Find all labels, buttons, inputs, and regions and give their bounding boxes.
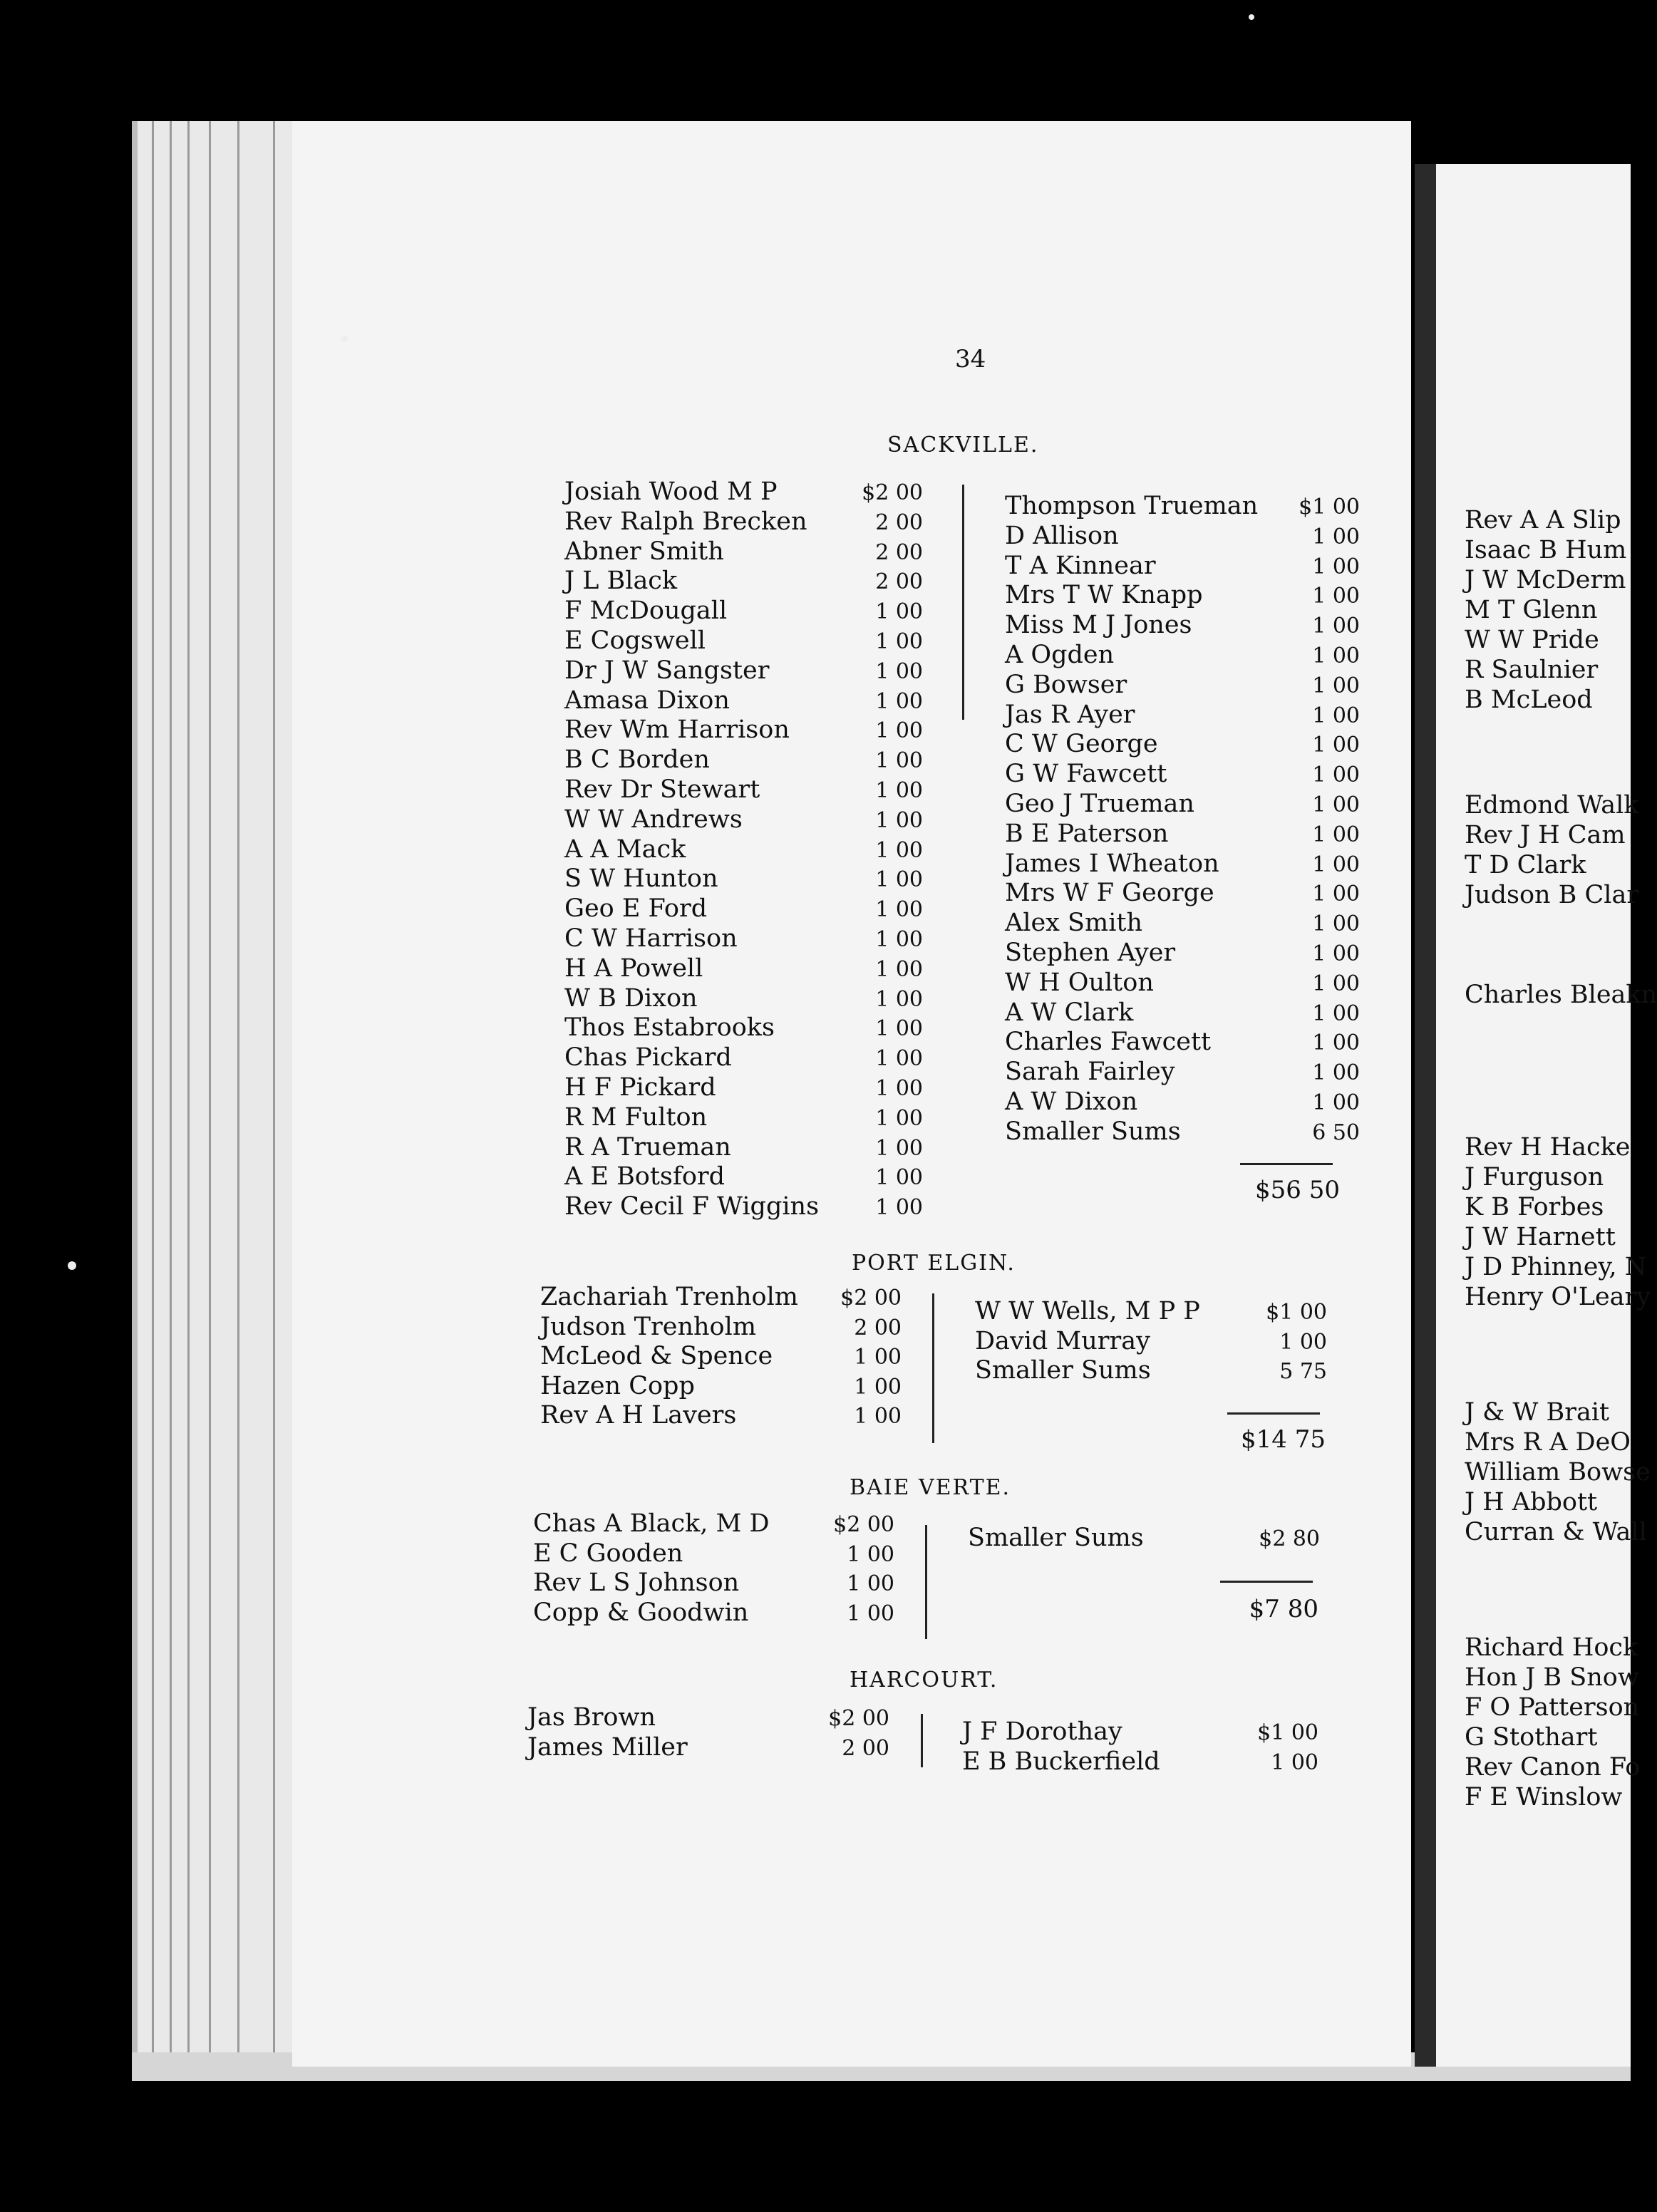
donor-name: W W Wells, M P P [975, 1297, 1200, 1325]
facing-page-donor: J & W Brait [1465, 1398, 1610, 1427]
donation-amount: 2 00 [875, 510, 923, 535]
donor-name: Copp & Goodwin [533, 1598, 749, 1627]
donation-amount: 1 00 [1312, 1060, 1360, 1086]
donation-amount: 1 00 [1271, 1750, 1318, 1775]
donor-name: E C Gooden [533, 1539, 683, 1568]
donor-name: David Murray [975, 1326, 1150, 1355]
donation-amount: 1 00 [1312, 792, 1360, 817]
donor-name: Thos Estabrooks [564, 1013, 775, 1043]
column-divider [921, 1714, 923, 1767]
donation-amount: 1 00 [1312, 971, 1360, 996]
donation-amount: 1 00 [875, 658, 923, 684]
facing-page-donor: Rev A A Slip [1465, 506, 1621, 534]
donation-amount: 1 00 [1312, 703, 1360, 728]
donation-amount: 1 00 [875, 956, 923, 982]
donor-name: A W Dixon [1005, 1087, 1138, 1116]
donation-amount: 1 00 [875, 629, 923, 654]
page-stack-edge [132, 121, 309, 2059]
donor-name: Abner Smith [564, 537, 724, 566]
donation-amount: 1 00 [875, 807, 923, 833]
facing-page-donor: F O Patterson [1465, 1693, 1640, 1722]
donor-name: Geo J Trueman [1005, 790, 1194, 818]
donation-amount: 1 00 [1312, 614, 1360, 639]
donor-name: Stephen Ayer [1005, 939, 1176, 967]
donation-amount: $2 00 [833, 1512, 894, 1537]
section-total: $56 50 [1255, 1176, 1340, 1204]
dust-speck [68, 1261, 76, 1270]
section-heading: HARCOURT. [850, 1668, 998, 1692]
facing-page [1436, 164, 1657, 2067]
donation-amount: 1 00 [854, 1374, 902, 1400]
donation-amount: 1 00 [875, 897, 923, 923]
donation-amount: 1 00 [1312, 1001, 1360, 1026]
donation-amount: 1 00 [875, 1195, 923, 1221]
donation-amount: 1 00 [1312, 882, 1360, 907]
donation-amount: 1 00 [1312, 733, 1360, 758]
donor-name: R M Fulton [564, 1102, 708, 1132]
donation-amount: 2 00 [875, 569, 923, 595]
donor-name: Zachariah Trenholm [540, 1283, 798, 1311]
facing-page-donor: Hon J B Snow [1465, 1663, 1639, 1692]
facing-page-donor: J H Abbott [1465, 1488, 1598, 1516]
donation-amount: 1 00 [875, 927, 923, 952]
donation-amount: $2 80 [1259, 1526, 1320, 1551]
donation-amount: 1 00 [854, 1404, 902, 1429]
section-heading: SACKVILLE. [887, 433, 1039, 458]
facing-page-donor: T D Clark [1465, 851, 1586, 879]
donation-amount: 1 00 [875, 599, 923, 625]
donation-amount: $2 00 [840, 1286, 902, 1311]
donation-amount: 2 00 [854, 1315, 902, 1340]
donation-amount: 1 00 [1312, 1090, 1360, 1115]
dust-speck [1249, 14, 1254, 20]
donation-amount: 1 00 [875, 837, 923, 863]
donor-name: Jas Brown [527, 1703, 656, 1732]
donation-amount: 1 00 [875, 1046, 923, 1072]
donation-amount: 6 50 [1312, 1120, 1360, 1145]
donation-amount: 1 00 [875, 867, 923, 893]
donor-name: Judson Trenholm [540, 1312, 757, 1341]
donation-amount: 1 00 [875, 778, 923, 803]
donation-amount: 1 00 [847, 1541, 894, 1567]
donor-name: W B Dixon [564, 983, 698, 1013]
donation-amount: 1 00 [847, 1601, 894, 1626]
total-rule [1227, 1412, 1320, 1415]
donor-name: Mrs W F George [1005, 879, 1214, 908]
section-total: $7 80 [1249, 1595, 1318, 1623]
donor-name: Jas R Ayer [1005, 700, 1135, 729]
donor-name: E B Buckerfield [962, 1747, 1160, 1776]
donation-amount: 1 00 [875, 1076, 923, 1101]
donation-amount: 1 00 [875, 688, 923, 714]
column-divider [925, 1525, 927, 1639]
donation-amount: $1 00 [1299, 495, 1360, 520]
donor-name: Charles Fawcett [1005, 1028, 1212, 1057]
facing-page-donor: Isaac B Hum [1465, 536, 1627, 564]
donor-name: Chas A Black, M D [533, 1509, 770, 1538]
donor-name: R A Trueman [564, 1132, 731, 1162]
donor-name: E Cogswell [564, 626, 706, 655]
facing-page-donor: G Stothart [1465, 1723, 1598, 1752]
donation-amount: 1 00 [1312, 584, 1360, 609]
facing-page-donor: B McLeod [1465, 686, 1593, 714]
facing-page-donor: Charles Bleakn [1465, 981, 1657, 1009]
section-heading: BAIE VERTE. [850, 1475, 1011, 1500]
donor-name: McLeod & Spence [540, 1342, 773, 1370]
donation-amount: 5 75 [1279, 1359, 1327, 1384]
donor-name: G Bowser [1005, 670, 1127, 699]
donor-name: Alex Smith [1005, 909, 1143, 938]
donor-name: Amasa Dixon [564, 686, 730, 715]
donation-amount: $1 00 [1266, 1300, 1327, 1325]
book-gutter [1415, 164, 1436, 2067]
facing-page-donor: Curran & Wall [1465, 1518, 1647, 1546]
donor-name: Rev Cecil F Wiggins [564, 1192, 820, 1221]
donor-name: T A Kinnear [1005, 551, 1156, 580]
facing-page-donor: F E Winslow [1465, 1783, 1623, 1812]
donation-amount: 1 00 [875, 986, 923, 1012]
donor-name: A Ogden [1005, 641, 1115, 669]
total-rule [1220, 1581, 1313, 1583]
donation-amount: 2 00 [842, 1736, 889, 1761]
donation-amount: 1 00 [1312, 554, 1360, 579]
donation-amount: 1 00 [854, 1345, 902, 1370]
donation-amount: 1 00 [1312, 1030, 1360, 1056]
facing-page-donor: Rev H Hacke [1465, 1133, 1631, 1162]
donor-name: Rev Ralph Brecken [564, 507, 807, 536]
donation-amount: $2 00 [828, 1706, 889, 1731]
donor-name: James Miller [527, 1733, 688, 1762]
facing-page-donor: R Saulnier [1465, 656, 1599, 684]
donation-amount: 2 00 [875, 539, 923, 565]
donation-amount: 1 00 [1312, 673, 1360, 698]
donation-amount: 1 00 [1312, 911, 1360, 937]
facing-page-donor: J Furguson [1465, 1163, 1604, 1192]
column-divider [932, 1293, 934, 1443]
column-divider [962, 485, 964, 720]
donor-name: C W George [1005, 730, 1158, 759]
facing-page-donor: Mrs R A DeO [1465, 1428, 1631, 1457]
donation-amount: $1 00 [1257, 1720, 1318, 1745]
donation-amount: 1 00 [1312, 524, 1360, 549]
donation-amount: $2 00 [862, 480, 923, 505]
donor-name: H F Pickard [564, 1073, 716, 1102]
facing-page-donor: Rev J H Cam [1465, 821, 1626, 849]
donor-name: Rev A H Lavers [540, 1401, 737, 1430]
donation-amount: 1 00 [1312, 644, 1360, 668]
donor-name: Chas Pickard [564, 1043, 732, 1073]
donor-name: A W Clark [1005, 998, 1134, 1027]
facing-page-donor: William Bowse [1465, 1458, 1651, 1487]
donor-name: H A Powell [564, 953, 703, 983]
donor-name: Rev Wm Harrison [564, 715, 790, 745]
donor-name: A E Botsford [564, 1162, 726, 1192]
donation-amount: 1 00 [1279, 1329, 1327, 1355]
page-number: 34 [955, 345, 986, 373]
donor-name: C W Harrison [564, 924, 738, 953]
donor-name: Mrs T W Knapp [1005, 581, 1203, 610]
donation-amount: 1 00 [875, 1016, 923, 1042]
donor-name: Rev L S Johnson [533, 1568, 740, 1597]
facing-page-donor: M T Glenn [1465, 596, 1598, 624]
donation-amount: 1 00 [875, 1135, 923, 1161]
donor-name: Hazen Copp [540, 1371, 695, 1400]
donor-name: Josiah Wood M P [564, 477, 778, 506]
donation-amount: 1 00 [875, 1165, 923, 1191]
dust-speck [341, 335, 348, 342]
facing-page-donor: J W McDerm [1465, 566, 1626, 594]
donor-name: S W Hunton [564, 864, 718, 894]
donor-name: Rev Dr Stewart [564, 775, 760, 804]
donor-name: G W Fawcett [1005, 760, 1167, 789]
donation-amount: 1 00 [1312, 822, 1360, 847]
donor-name: W H Oulton [1005, 968, 1154, 997]
facing-page-donor: Richard Hock [1465, 1633, 1638, 1662]
donor-name: James I Wheaton [1005, 849, 1219, 878]
facing-page-donor: J D Phinney, N [1465, 1253, 1647, 1281]
donor-name: Geo E Ford [564, 894, 708, 924]
donor-name: F McDougall [564, 596, 728, 626]
donation-amount: 1 00 [1312, 763, 1360, 788]
facing-page-donor: K B Forbes [1465, 1193, 1604, 1221]
donation-amount: 1 00 [1312, 941, 1360, 966]
donor-name: Thompson Trueman [1005, 492, 1259, 520]
donor-name: B E Paterson [1005, 819, 1169, 848]
donation-amount: 1 00 [875, 718, 923, 744]
facing-page-donor: Henry O'Leary [1465, 1283, 1651, 1311]
donor-name: Sarah Fairley [1005, 1058, 1175, 1087]
facing-page-donor: J W Harnett [1465, 1223, 1616, 1251]
donor-name: Smaller Sums [1005, 1117, 1181, 1146]
donation-amount: 1 00 [1312, 852, 1360, 877]
facing-page-donor: Edmond Walk [1465, 791, 1639, 820]
donation-amount: 1 00 [875, 748, 923, 774]
donor-name: Smaller Sums [968, 1524, 1144, 1552]
donor-name: Smaller Sums [975, 1356, 1151, 1385]
donation-amount: 1 00 [875, 1105, 923, 1131]
donor-name: Dr J W Sangster [564, 656, 770, 685]
section-heading: PORT ELGIN. [852, 1251, 1016, 1276]
donation-amount: 1 00 [847, 1571, 894, 1596]
facing-page-donor: W W Pride [1465, 626, 1599, 654]
donor-name: W W Andrews [564, 805, 743, 834]
donor-name: Miss M J Jones [1005, 611, 1192, 640]
section-total: $14 75 [1241, 1425, 1326, 1454]
donor-name: J F Dorothay [962, 1717, 1122, 1746]
donor-name: A A Mack [564, 834, 686, 864]
donor-name: J L Black [564, 567, 678, 596]
donor-name: B C Borden [564, 745, 710, 775]
facing-page-donor: Rev Canon Fo [1465, 1753, 1641, 1782]
facing-page-donor: Judson B Clar [1465, 881, 1639, 909]
donor-name: D Allison [1005, 521, 1119, 550]
total-rule [1240, 1163, 1333, 1165]
